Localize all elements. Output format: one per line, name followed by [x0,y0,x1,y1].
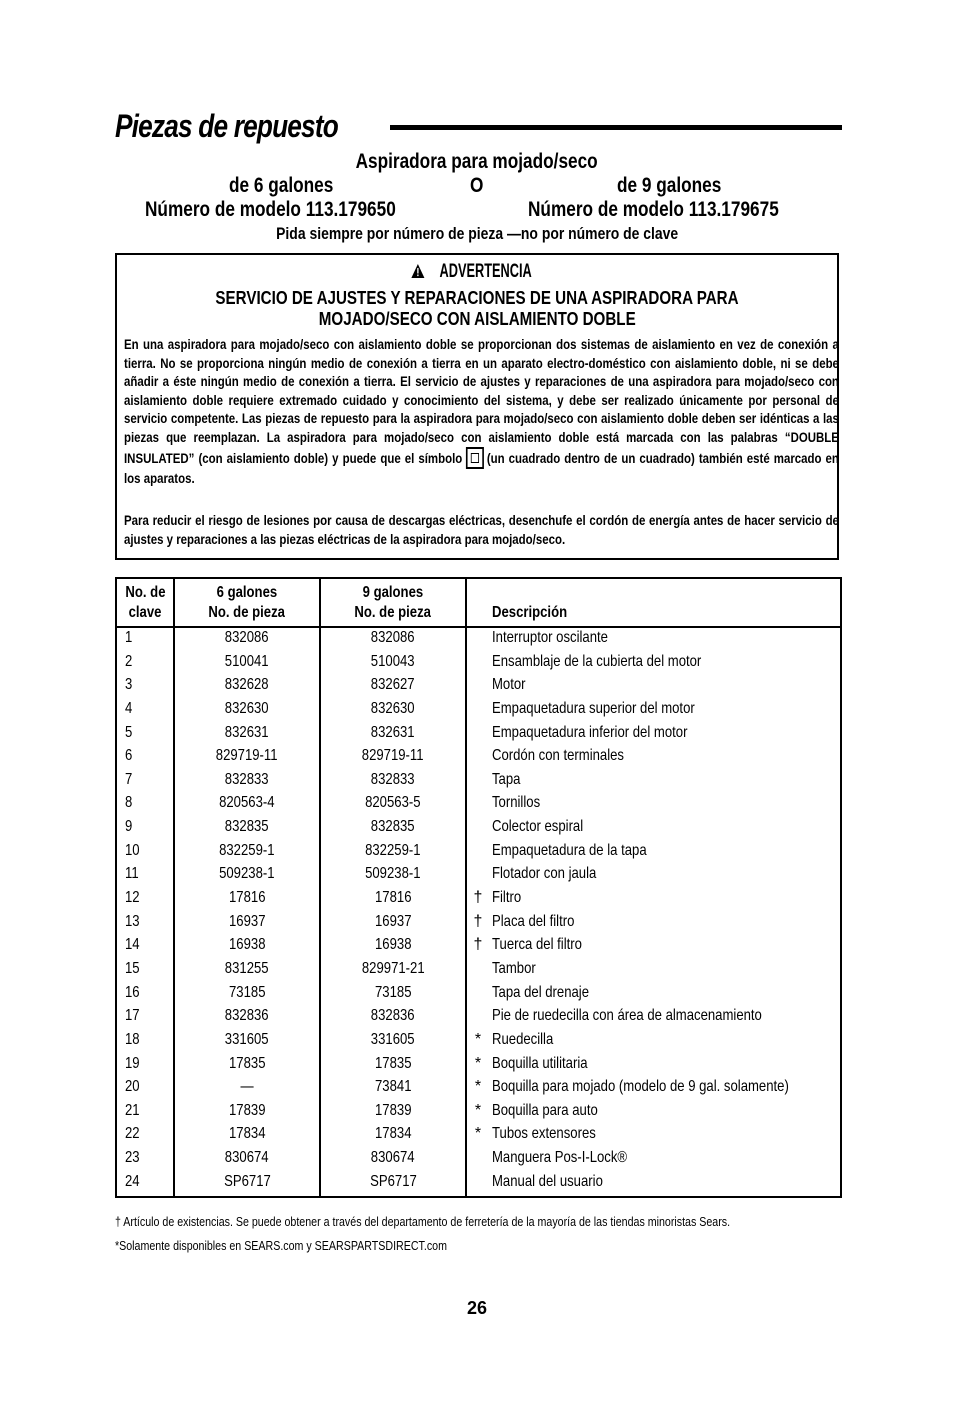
warning-paragraph-2: Para reducir el riesgo de lesiones por causa de descargas eléctricas, desenchufe el cordón de energía antes de hacer servicio de ajustes y reparaciones a las piezas eléctricas de la aspiradora para mojado/seco. [124,512,839,547]
table-row: 6 829719-11 829719-11 Cordón con terminales [125,747,624,765]
table-row: 4 832630 832630 Empaquetadura superior del motor [125,699,695,717]
table-row: 11 509238-1 509238-1 Flotador con jaula [125,865,597,883]
footnote-star: *Solamente disponibles en SEARS.com y SEARSPARTSDIRECT.com [115,1238,447,1253]
table-row: 8 820563-4 820563-5 Tornillos [125,794,541,812]
table-row: 23 830674 830674 Manguera Pos-I-Lock® [125,1149,628,1167]
title-rule [390,125,842,130]
table-row: 3 832628 832627 Motor [125,676,526,694]
table-row: 19 17835 17835 * Boquilla utilitaria [125,1054,588,1072]
table-row: 12 17816 17816 † Filtro [125,889,522,907]
order-note: Pida siempre por número de pieza —no por número de clave [275,224,679,243]
table-row: 15 831255 829971-21 Tambor [125,959,536,977]
header-key: No. de clave [124,584,166,621]
table-row: 18 331605 331605 * Ruedecilla [125,1030,554,1048]
product-heading: Aspiradora para mojado/seco [355,150,599,173]
warning-triangle-icon [412,264,425,278]
table-row: 5 832631 832631 Empaquetadura inferior del motor [125,723,688,741]
table-row: 7 832833 832833 Tapa [125,770,521,788]
table-row: 10 832259-1 832259-1 Empaquetadura de la tapa [125,841,647,859]
table-row: 14 16938 16938 † Tuerca del filtro [125,936,582,954]
warning-heading-1: SERVICIO DE AJUSTES Y REPARACIONES DE UNA ASPIRADORA PARA [215,287,739,308]
table-row: 22 17834 17834 * Tubos extensores [125,1125,596,1143]
header-9-gal: 9 galones No. de pieza [354,584,432,621]
page-number: 26 [466,1298,488,1318]
footnote-dagger: † Artículo de existencias. Se puede obtener a través del departamento de ferretería de la mayoría de las tiendas minoristas Sears. [115,1214,731,1229]
header-6-gal: 6 galones No. de pieza [208,584,286,621]
double-insulated-symbol-icon [466,447,484,469]
warning-heading-2: MOJADO/SECO CON AISLAMIENTO DOBLE [318,308,636,329]
or-heading: O [470,174,484,197]
page-title: Piezas de repuesto [115,108,338,144]
table-row: 20 — 73841 * Boquilla para mojado (modelo de 9 gal. solamente) [125,1078,789,1096]
warning-label: ADVERTENCIA [117,261,837,283]
table-row: 2 510041 510043 Ensamblaje de la cubierta del motor [125,652,702,670]
table-row: 13 16937 16937 † Placa del filtro [125,912,575,930]
header-description: Descripción [492,604,568,621]
table-row: 21 17839 17839 * Boquilla para auto [125,1101,598,1119]
table-row: 1 832086 832086 Interruptor oscilante [125,629,608,646]
table-row: 24 SP6717 SP6717 Manual del usuario [125,1172,603,1190]
warning-paragraph-1: En una aspiradora para mojado/seco con aislamiento doble se proporcionan dos sistemas de aislamiento en vez de conexión a tierra. No se proporciona ningún medio de conexión a tierra en un aparato electro-doméstico con aislamiento doble, ni se debe añadir a éste ningún medio de conexión a tierra. El servicio de ajustes y reparaciones de una aspiradora para mojado/seco con aislamiento doble requiere extremado cuidado y conocimiento del sistema, y debe ser realizado únicamente por personal de servicio competente. Las piezas de repuesto para la aspiradora para mojado/seco con aislamiento doble deben ser idénticas a las piezas que reemplazan. La aspiradora para mojado/seco con aislamiento doble está marcada con las palabras “DOUBLE INSULATED” (con aislamiento doble) y puede que el símbolo (un cuadrado dentro de un cuadrado) también esté marcado en los aparatos. [124,336,839,486]
table-row: 16 73185 73185 Tapa del drenaje [125,983,590,1001]
size-9-heading: de 9 galones [617,174,722,197]
warning-box [115,253,839,560]
table-row: 9 832835 832835 Colector espiral [125,818,584,836]
size-6-heading: de 6 galones [229,174,334,197]
title-bar [115,108,842,148]
model-6-heading: Número de modelo 113.179650 [145,198,396,221]
parts-table [115,577,842,1198]
table-row: 17 832836 832836 Pie de ruedecilla con área de almacenamiento [125,1007,762,1025]
model-9-heading: Número de modelo 113.179675 [528,198,779,221]
table-body [117,628,840,1195]
